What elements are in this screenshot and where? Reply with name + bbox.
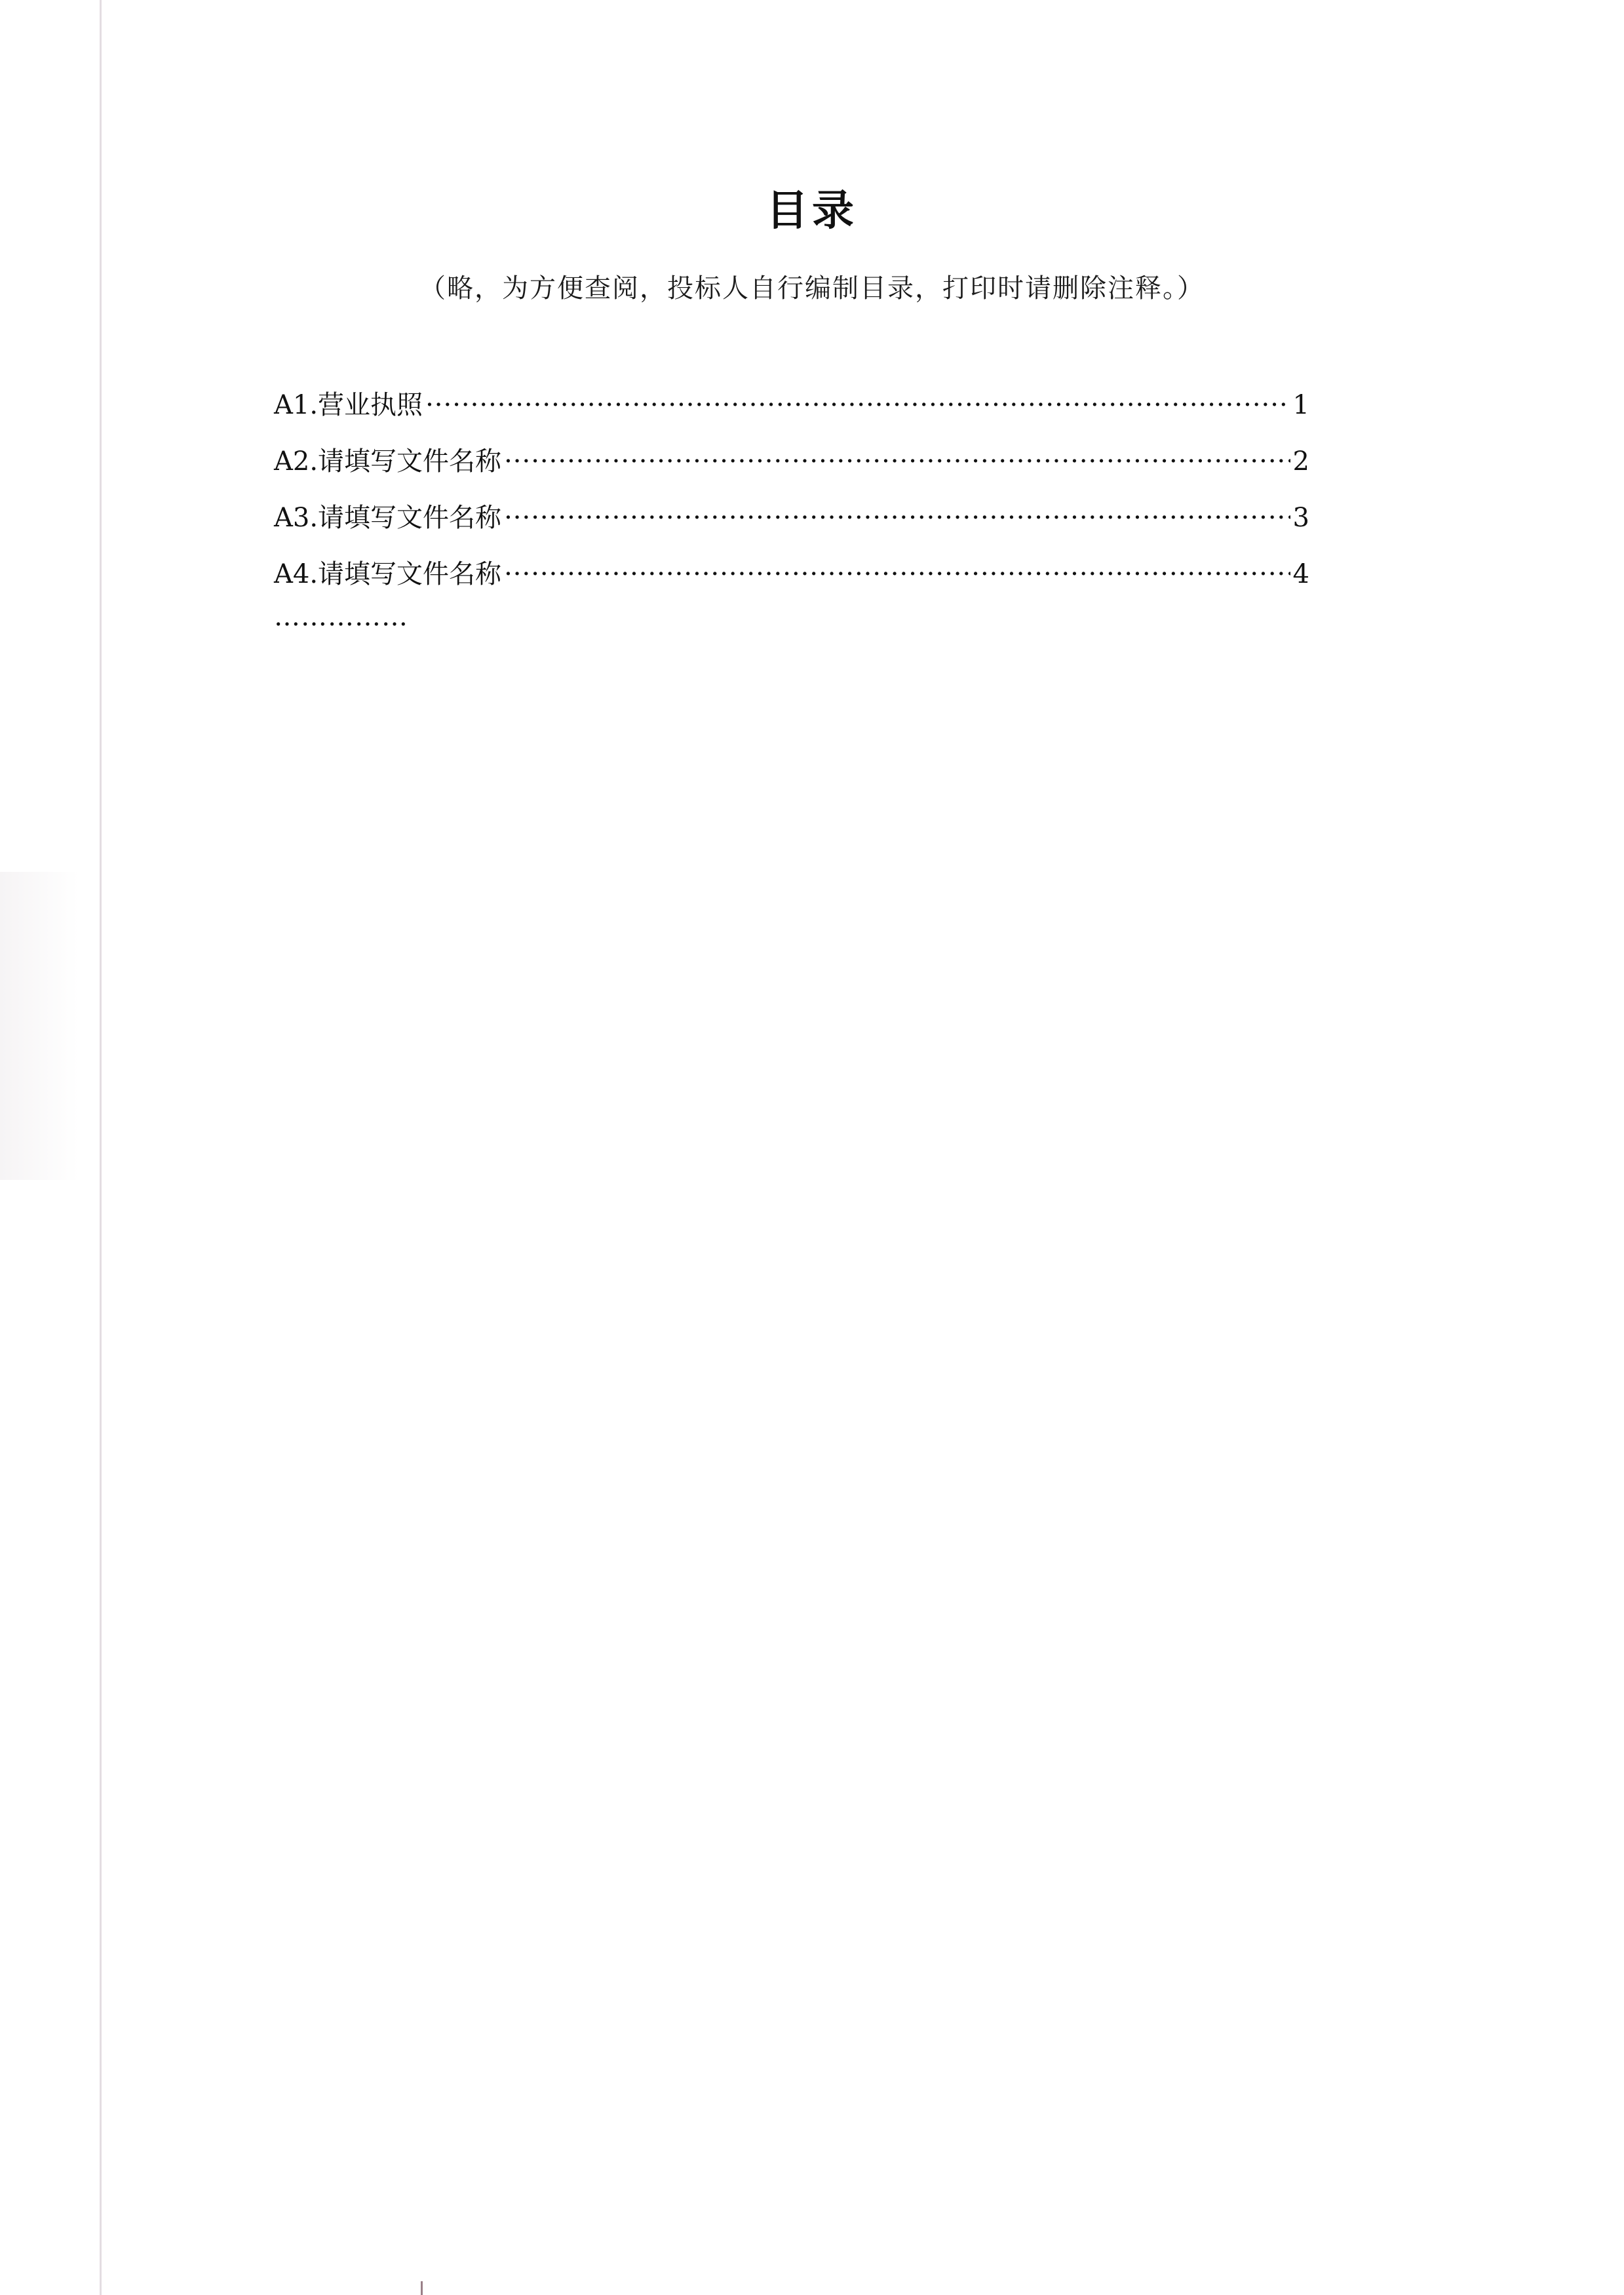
toc-entry-page: 1: [1292, 390, 1309, 420]
toc-entry-a2[interactable]: [274, 433, 1309, 490]
scan-page-edge: [100, 0, 102, 2295]
scan-mark: [421, 2281, 423, 2295]
scan-shadow: [0, 872, 79, 1180]
toc-entry-page: 4: [1292, 559, 1309, 589]
table-of-contents: [274, 377, 1309, 602]
toc-entry-label: A4.请填写文件名称: [274, 559, 502, 589]
toc-entry-label: A2.请填写文件名称: [274, 446, 502, 477]
toc-continuation-ellipsis: ……………: [274, 602, 408, 632]
toc-entry-page: 2: [1292, 446, 1309, 477]
page-title: 目录: [766, 186, 858, 235]
page-note: （略，为方便查阅，投标人自行编制目录，打印时请删除注释。）: [419, 273, 1205, 304]
toc-entry-a4[interactable]: [274, 546, 1309, 602]
toc-entry-page: 3: [1292, 503, 1309, 533]
toc-dot-leader: [504, 490, 1290, 546]
toc-dot-leader: [504, 546, 1290, 602]
toc-dot-leader: [425, 377, 1290, 433]
toc-dot-leader: [504, 433, 1290, 490]
toc-entry-label: A1.营业执照: [274, 390, 423, 420]
toc-entry-a3[interactable]: [274, 490, 1309, 546]
toc-entry-a1[interactable]: [274, 377, 1309, 433]
toc-entry-label: A3.请填写文件名称: [274, 503, 502, 533]
